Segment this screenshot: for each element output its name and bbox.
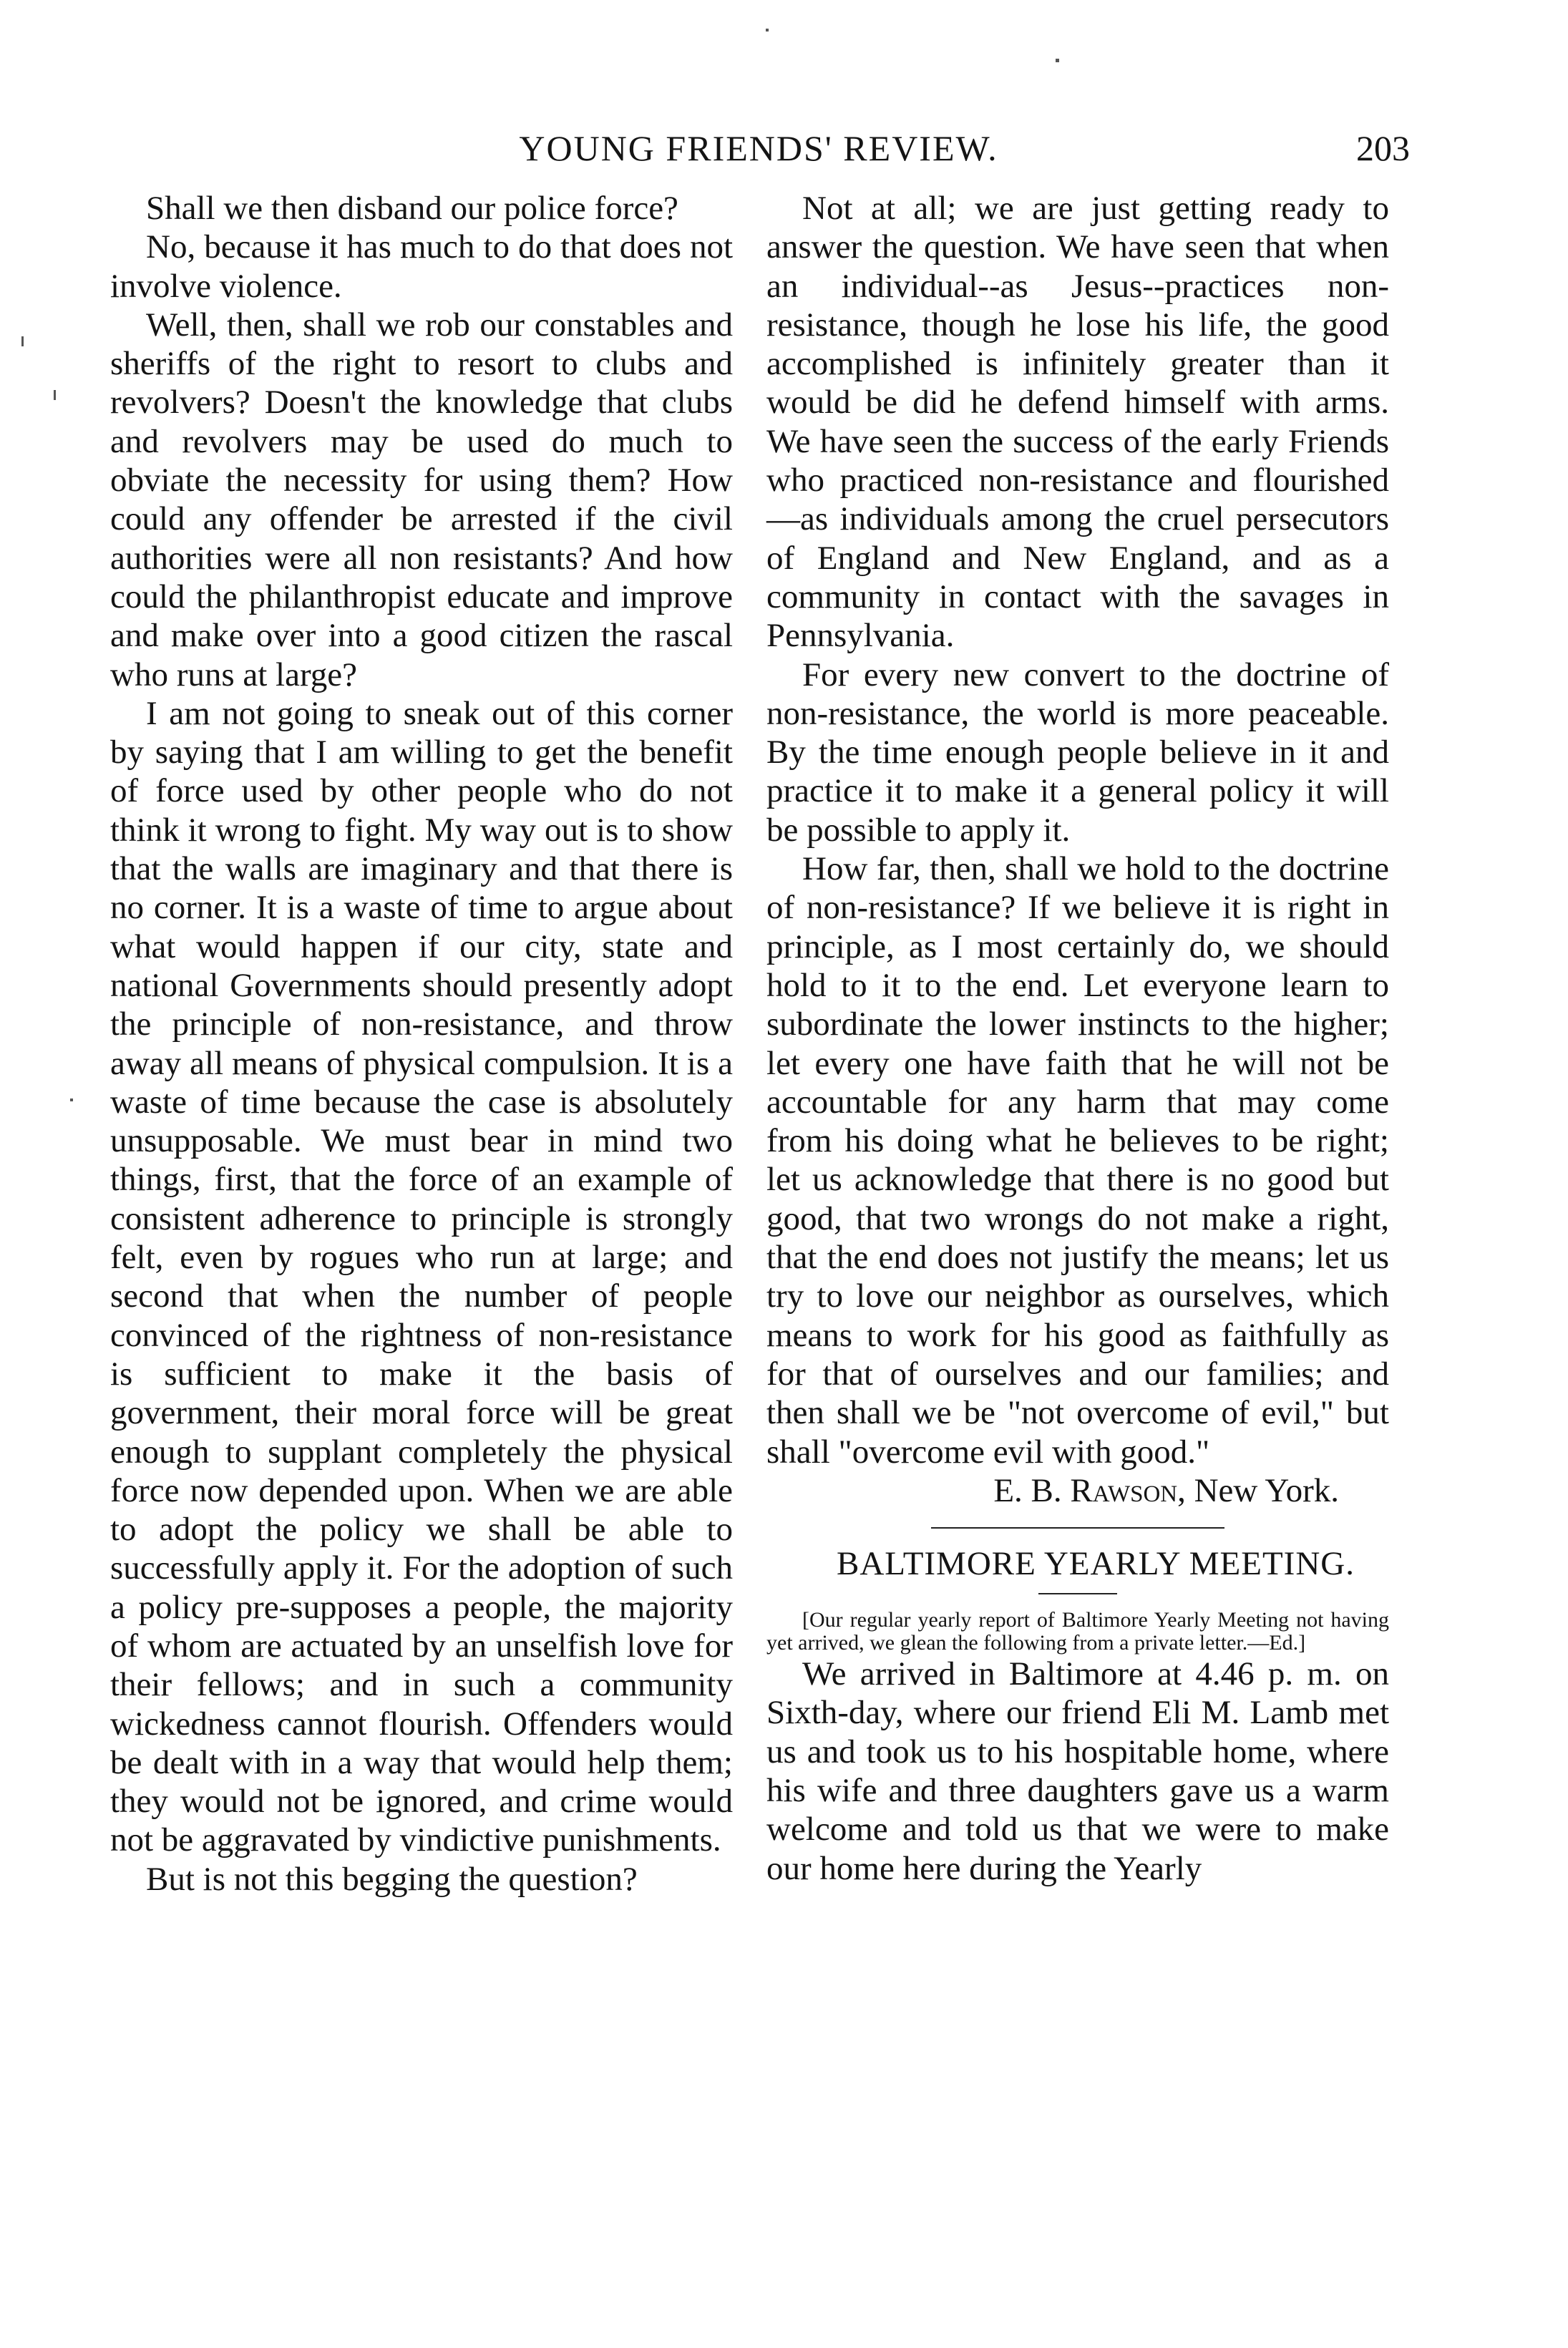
scan-speck (1056, 59, 1059, 62)
page-header (107, 127, 1410, 177)
section-divider (931, 1527, 1224, 1529)
page-number: 203 (1356, 128, 1410, 168)
paragraph: Well, then, shall we rob our constables and sheriffs of the right to resort to clubs and revolvers? Doesn't the knowledge that clubs and revolvers may be used do much to obviate the necessity for using them? How could any offender be arrested if the civil authorities were all non resistants? And how could the philanthropist educate and improve and make over into a good citizen the rascal who runs at large? (110, 306, 733, 693)
paragraph: I am not going to sneak out of this corner by saying that I am willing to get the benefit of force used by other people who do not think it wrong to fight. My way out is to show that the walls are imaginary and that there is no corner. It is a waste of time to argue about what would happen if our city, state and national Governments should presently adopt the principle of non-resistance, and throw away all means of physical compulsion. It is a waste of time because the case is absolutely unsupposable. We must bear in mind two things, first, that the force of an example of consistent adherence to principle is strongly felt, even by rogues who run at large; and second that when the number of people convinced of the rightness of non-resistance is sufficient to make it the basis of government, their moral force will be great enough to supplant completely the physical force now depended upon. When we are able to adopt the policy we shall be able to successfully apply it. For the adoption of such a policy pre-supposes a people, the majority of whom are actuated by an unselfish love for their fellows; and in such a community wickedness cannot flourish. Offenders would be dealt with in a way that would help them; they would not be ignored, and crime would not be aggravated by vindictive punishments. (110, 694, 733, 1859)
article-title: BALTIMORE YEARLY MEETING. (837, 1545, 1355, 1583)
paragraph: Shall we then disband our police force? (146, 190, 678, 227)
paragraph: For every new convert to the doctrine of non-resistance, the world is more peaceable. By the time enough people believe in it and practice it to make it a general policy it will be possible to apply it. (766, 656, 1389, 849)
signature-place: New York. (1194, 1471, 1339, 1509)
editor-note: [Our regular yearly report of Baltimore Yearly Meeting not having yet arrived, we glean the following from a private letter.—Ed.] (766, 1608, 1389, 1655)
paragraph: No, because it has much to do that does not involve violence. (110, 228, 733, 305)
left-column (110, 189, 733, 1899)
paragraph-continuation: Not at all; we are just getting ready to answer the question. We have seen that when an individual--as Jesus--practices non-resistance, though he lose his life, the good accomplished is infinitely greater than it would be did he defend himself with arms. We have seen the success of the early Friends who practiced non-resistance and flourished—as individuals among the cruel persecutors of England and New England, and as a community in contact with the savages in Pennsylvania. (766, 190, 1389, 655)
scan-speck (70, 1099, 73, 1101)
paragraph: But is not this begging the question? (146, 1860, 638, 1898)
signature-name: E. B. Rawson, (993, 1471, 1186, 1509)
running-title: YOUNG FRIENDS' REVIEW. (519, 128, 998, 168)
scan-speck (54, 390, 56, 400)
scan-speck (21, 336, 24, 346)
scan-speck (766, 29, 769, 31)
paragraph: We arrived in Baltimore at 4.46 p. m. on Sixth-day, where our friend Eli M. Lamb met us and took us to his hospitable home, where his wife and three daughters gave us a warm welcome and told us that we were to make our home here during the Yearly (766, 1655, 1389, 1887)
right-column (766, 189, 1389, 1888)
title-rule (1038, 1593, 1117, 1594)
paragraph: How far, then, shall we hold to the doctrine of non-resistance? If we believe it is right in principle, as I most certainly do, we should hold to it to the end. Let everyone learn to subordinate the lower instincts to the higher; let every one have faith that he will not be accountable for any harm that may come from his doing what he believes to be right; let us acknowledge that there is no good but good, that two wrongs do not make a right, that the end does not justify the means; let us try to love our neighbor as ourselves, which means to work for his good as faithfully as for that of ourselves and our families; and then shall we be "not overcome of evil," but shall "overcome evil with good." (766, 850, 1389, 1471)
author-signature (766, 1471, 1389, 1510)
